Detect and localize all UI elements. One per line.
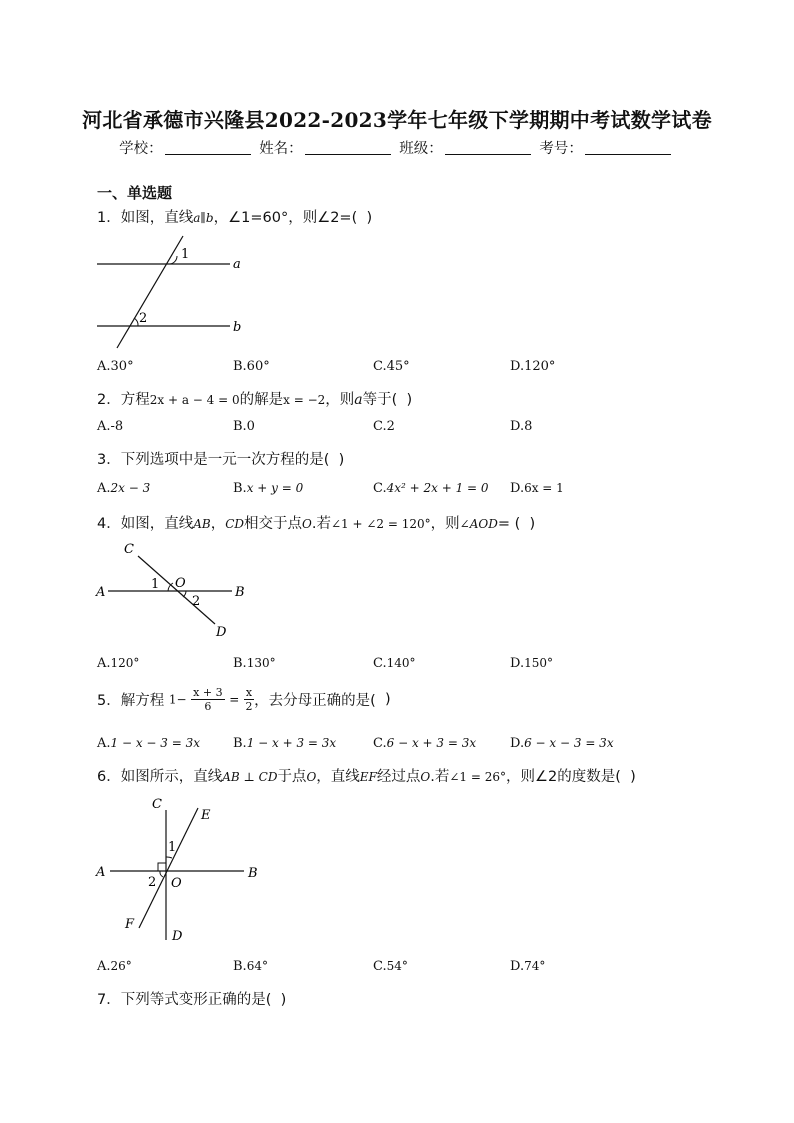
q4-option-c[interactable] [373, 656, 416, 671]
q3-option-b[interactable] [233, 481, 303, 496]
q5-value-a: 1 − x − 3 = 3x [110, 736, 201, 750]
q2-option-a[interactable]: A.-8 [97, 419, 124, 434]
q4-text-c: .若 [311, 516, 331, 532]
angle-1-arc [166, 857, 172, 858]
q6-option-a[interactable] [97, 959, 132, 974]
question-6-stem [97, 765, 636, 786]
q1-text-b: ，∠1=60°，则∠2=( [213, 210, 358, 226]
label-e: E [201, 808, 211, 823]
q6-option-b[interactable] [233, 959, 268, 974]
q6-value-c: 54° [386, 959, 408, 973]
label-1: 1 [181, 247, 190, 262]
q4-value-b: 130° [246, 656, 276, 670]
q3-option-a[interactable] [97, 481, 150, 496]
q5-option-a[interactable] [97, 736, 200, 751]
q6-text-b: 于点 [277, 769, 307, 785]
q4-figure [94, 540, 254, 640]
question-2-stem [97, 388, 412, 409]
q3-letter-b: B. [233, 481, 247, 496]
q6-perp: AB ⊥ CD [222, 770, 278, 784]
q1-parallel: a∥b [193, 211, 214, 225]
label-1: 1 [168, 840, 177, 855]
q1-text-a: 1．如图，直线 [97, 210, 194, 226]
q1-option-d[interactable]: D.120° [510, 359, 556, 374]
q4-text-f: ) [529, 516, 536, 532]
q4-option-a[interactable] [97, 656, 139, 671]
q1-text-c: ) [366, 210, 373, 226]
school-label: 学校： [119, 141, 163, 157]
question-1-stem [97, 206, 372, 227]
q4-o: O [302, 517, 312, 531]
class-blank[interactable] [445, 140, 531, 155]
q3-value-a: 2x − 3 [110, 481, 151, 495]
right-angle-mark [158, 863, 166, 871]
line-ef [139, 808, 198, 928]
label-c: C [152, 797, 162, 812]
q6-letter-b: B. [233, 959, 247, 974]
q3-value-c: 4x² + 2x + 1 = 0 [386, 481, 489, 495]
q4-condition: ∠1 + ∠2 = 120° [330, 517, 431, 531]
transversal [117, 236, 183, 348]
q6-letter-d: D. [510, 959, 525, 974]
q5-frac1-den: 6 [204, 700, 212, 713]
q7-text-end: ) [280, 992, 287, 1008]
q6-text-c: ，直线 [316, 769, 360, 785]
q4-text-d: ，则 [430, 516, 460, 532]
q6-text-e: .若 [430, 769, 450, 785]
angle-2-arc [183, 591, 186, 597]
page-title: 河北省承德市兴隆县2022-2023学年七年级下学期期中考试数学试卷 [82, 108, 712, 132]
section-heading: 一、单选题 [97, 184, 173, 202]
q5-option-b[interactable] [233, 736, 336, 751]
q1-option-c[interactable]: C.45° [373, 359, 410, 374]
q1-option-b[interactable]: B.60° [233, 359, 270, 374]
q6-value-b: 64° [246, 959, 268, 973]
q2-solution: x = −2 [283, 393, 326, 407]
q1-figure [95, 234, 255, 354]
q4-value-d: 150° [524, 656, 553, 670]
q5-frac2-den: 2 [245, 700, 253, 713]
q4-ask: ∠AOD [459, 517, 498, 531]
q5-text-a: 5．解方程 [97, 693, 165, 709]
question-7-stem [97, 988, 286, 1009]
q5-frac1-num: x + 3 [193, 686, 223, 699]
q3-option-c[interactable] [373, 481, 489, 496]
q6-text-d: 经过点 [376, 769, 421, 785]
label-d: D [216, 625, 227, 640]
q5-eq-left: 1− [168, 692, 187, 707]
q6-o-2: O [420, 770, 431, 784]
q4-text-b: 相交于点 [244, 516, 303, 532]
q5-value-d: 6 − x − 3 = 3x [524, 736, 614, 750]
q5-letter-c: C. [373, 736, 387, 751]
q4-letter-a: A. [97, 656, 111, 671]
q4-option-b[interactable] [233, 656, 276, 671]
q3-letter-a: A. [97, 481, 111, 496]
label-a: a [233, 257, 241, 272]
q2-text-a: 2．方程 [97, 392, 150, 408]
q5-value-c: 6 − x + 3 = 3x [386, 736, 477, 750]
q2-text-e: ) [406, 392, 413, 408]
q6-text-g: ) [630, 769, 636, 785]
q5-option-d[interactable] [510, 736, 614, 751]
question-3-stem [97, 448, 344, 469]
q6-o: O [306, 770, 317, 784]
q4-text-a: 4．如图，直线 [97, 516, 194, 532]
q6-text-f: ，则∠2的度数是( [505, 769, 621, 785]
q6-option-c[interactable] [373, 959, 408, 974]
q3-text-end: ) [338, 452, 345, 468]
q3-value-d: 6x = 1 [524, 481, 564, 495]
q4-value-c: 140° [386, 656, 416, 670]
q2-option-c[interactable]: C.2 [373, 419, 395, 434]
q6-letter-a: A. [97, 959, 111, 974]
q1-option-a[interactable]: A.30° [97, 359, 134, 374]
q3-text: 3．下列选项中是一元一次方程的是( [97, 452, 330, 468]
q4-option-d[interactable] [510, 656, 553, 671]
label-2: 2 [139, 311, 148, 326]
student-info-line [0, 137, 794, 158]
label-f: F [125, 917, 135, 932]
question-5-stem [97, 686, 391, 713]
q3-letter-d: D. [510, 481, 525, 496]
q5-option-c[interactable] [373, 736, 476, 751]
label-2: 2 [148, 875, 157, 890]
q7-text: 7．下列等式变形正确的是( [97, 992, 272, 1008]
q6-value-d: 74° [524, 959, 546, 973]
q4-letter-d: D. [510, 656, 525, 671]
label-1: 1 [151, 577, 160, 592]
q6-text-a: 6．如图所示，直线 [97, 769, 223, 785]
label-a: A [96, 585, 106, 600]
q3-option-d[interactable] [510, 481, 564, 496]
q2-option-d[interactable]: D.8 [510, 419, 533, 434]
label-d: D [172, 929, 183, 944]
q2-var: a [354, 392, 363, 408]
q5-fraction-1 [191, 686, 224, 713]
q5-text-c: ) [384, 691, 391, 708]
label-o: O [175, 576, 186, 591]
number-blank[interactable] [585, 140, 671, 155]
q2-text-d: 等于( [362, 392, 398, 408]
name-label: 姓名： [259, 141, 303, 157]
school-blank[interactable] [165, 140, 251, 155]
q4-letter-c: C. [373, 656, 387, 671]
q5-eq-mid: = [229, 692, 240, 707]
q2-text-b: 的解是 [239, 392, 284, 408]
label-b: B [235, 585, 245, 600]
q5-letter-a: A. [97, 736, 111, 751]
angle-2-arc [160, 871, 163, 877]
label-c: C [124, 542, 134, 557]
q4-ab: AB [193, 517, 211, 531]
label-b: b [233, 320, 242, 335]
q5-value-b: 1 − x + 3 = 3x [246, 736, 337, 750]
q5-text-b: ，去分母正确的是( [254, 693, 376, 709]
label-a: A [96, 865, 106, 880]
q5-letter-b: B. [233, 736, 247, 751]
q3-letter-c: C. [373, 481, 387, 496]
question-4-stem: 4．如图，直线AB，CD相交于点O.若∠1 + ∠2 = 120°，则∠AOD= ( ) [97, 516, 536, 532]
q4-cd: CD [225, 517, 245, 531]
q6-condition: ∠1 = 26° [449, 770, 506, 784]
q6-figure [94, 795, 264, 945]
q5-fraction-2 [244, 686, 254, 713]
class-label: 班级： [399, 141, 443, 157]
q2-option-b[interactable]: B.0 [233, 419, 255, 434]
q6-value-a: 26° [110, 959, 132, 973]
q4-letter-b: B. [233, 656, 247, 671]
q3-value-b: x + y = 0 [246, 481, 304, 495]
name-blank[interactable] [305, 140, 391, 155]
number-label: 考号： [539, 141, 583, 157]
q5-letter-d: D. [510, 736, 525, 751]
q6-ef: EF [359, 770, 377, 784]
q2-equation: 2x + a − 4 = 0 [149, 393, 240, 407]
q6-option-d[interactable] [510, 959, 545, 974]
label-2: 2 [192, 594, 201, 609]
q4-text-e: = ( [497, 516, 521, 532]
q6-letter-c: C. [373, 959, 387, 974]
q5-frac2-num: x [245, 686, 253, 699]
q2-text-c: ，则 [325, 392, 355, 408]
label-b: B [248, 866, 258, 881]
q4-value-a: 120° [110, 656, 140, 670]
label-o: O [171, 876, 182, 891]
